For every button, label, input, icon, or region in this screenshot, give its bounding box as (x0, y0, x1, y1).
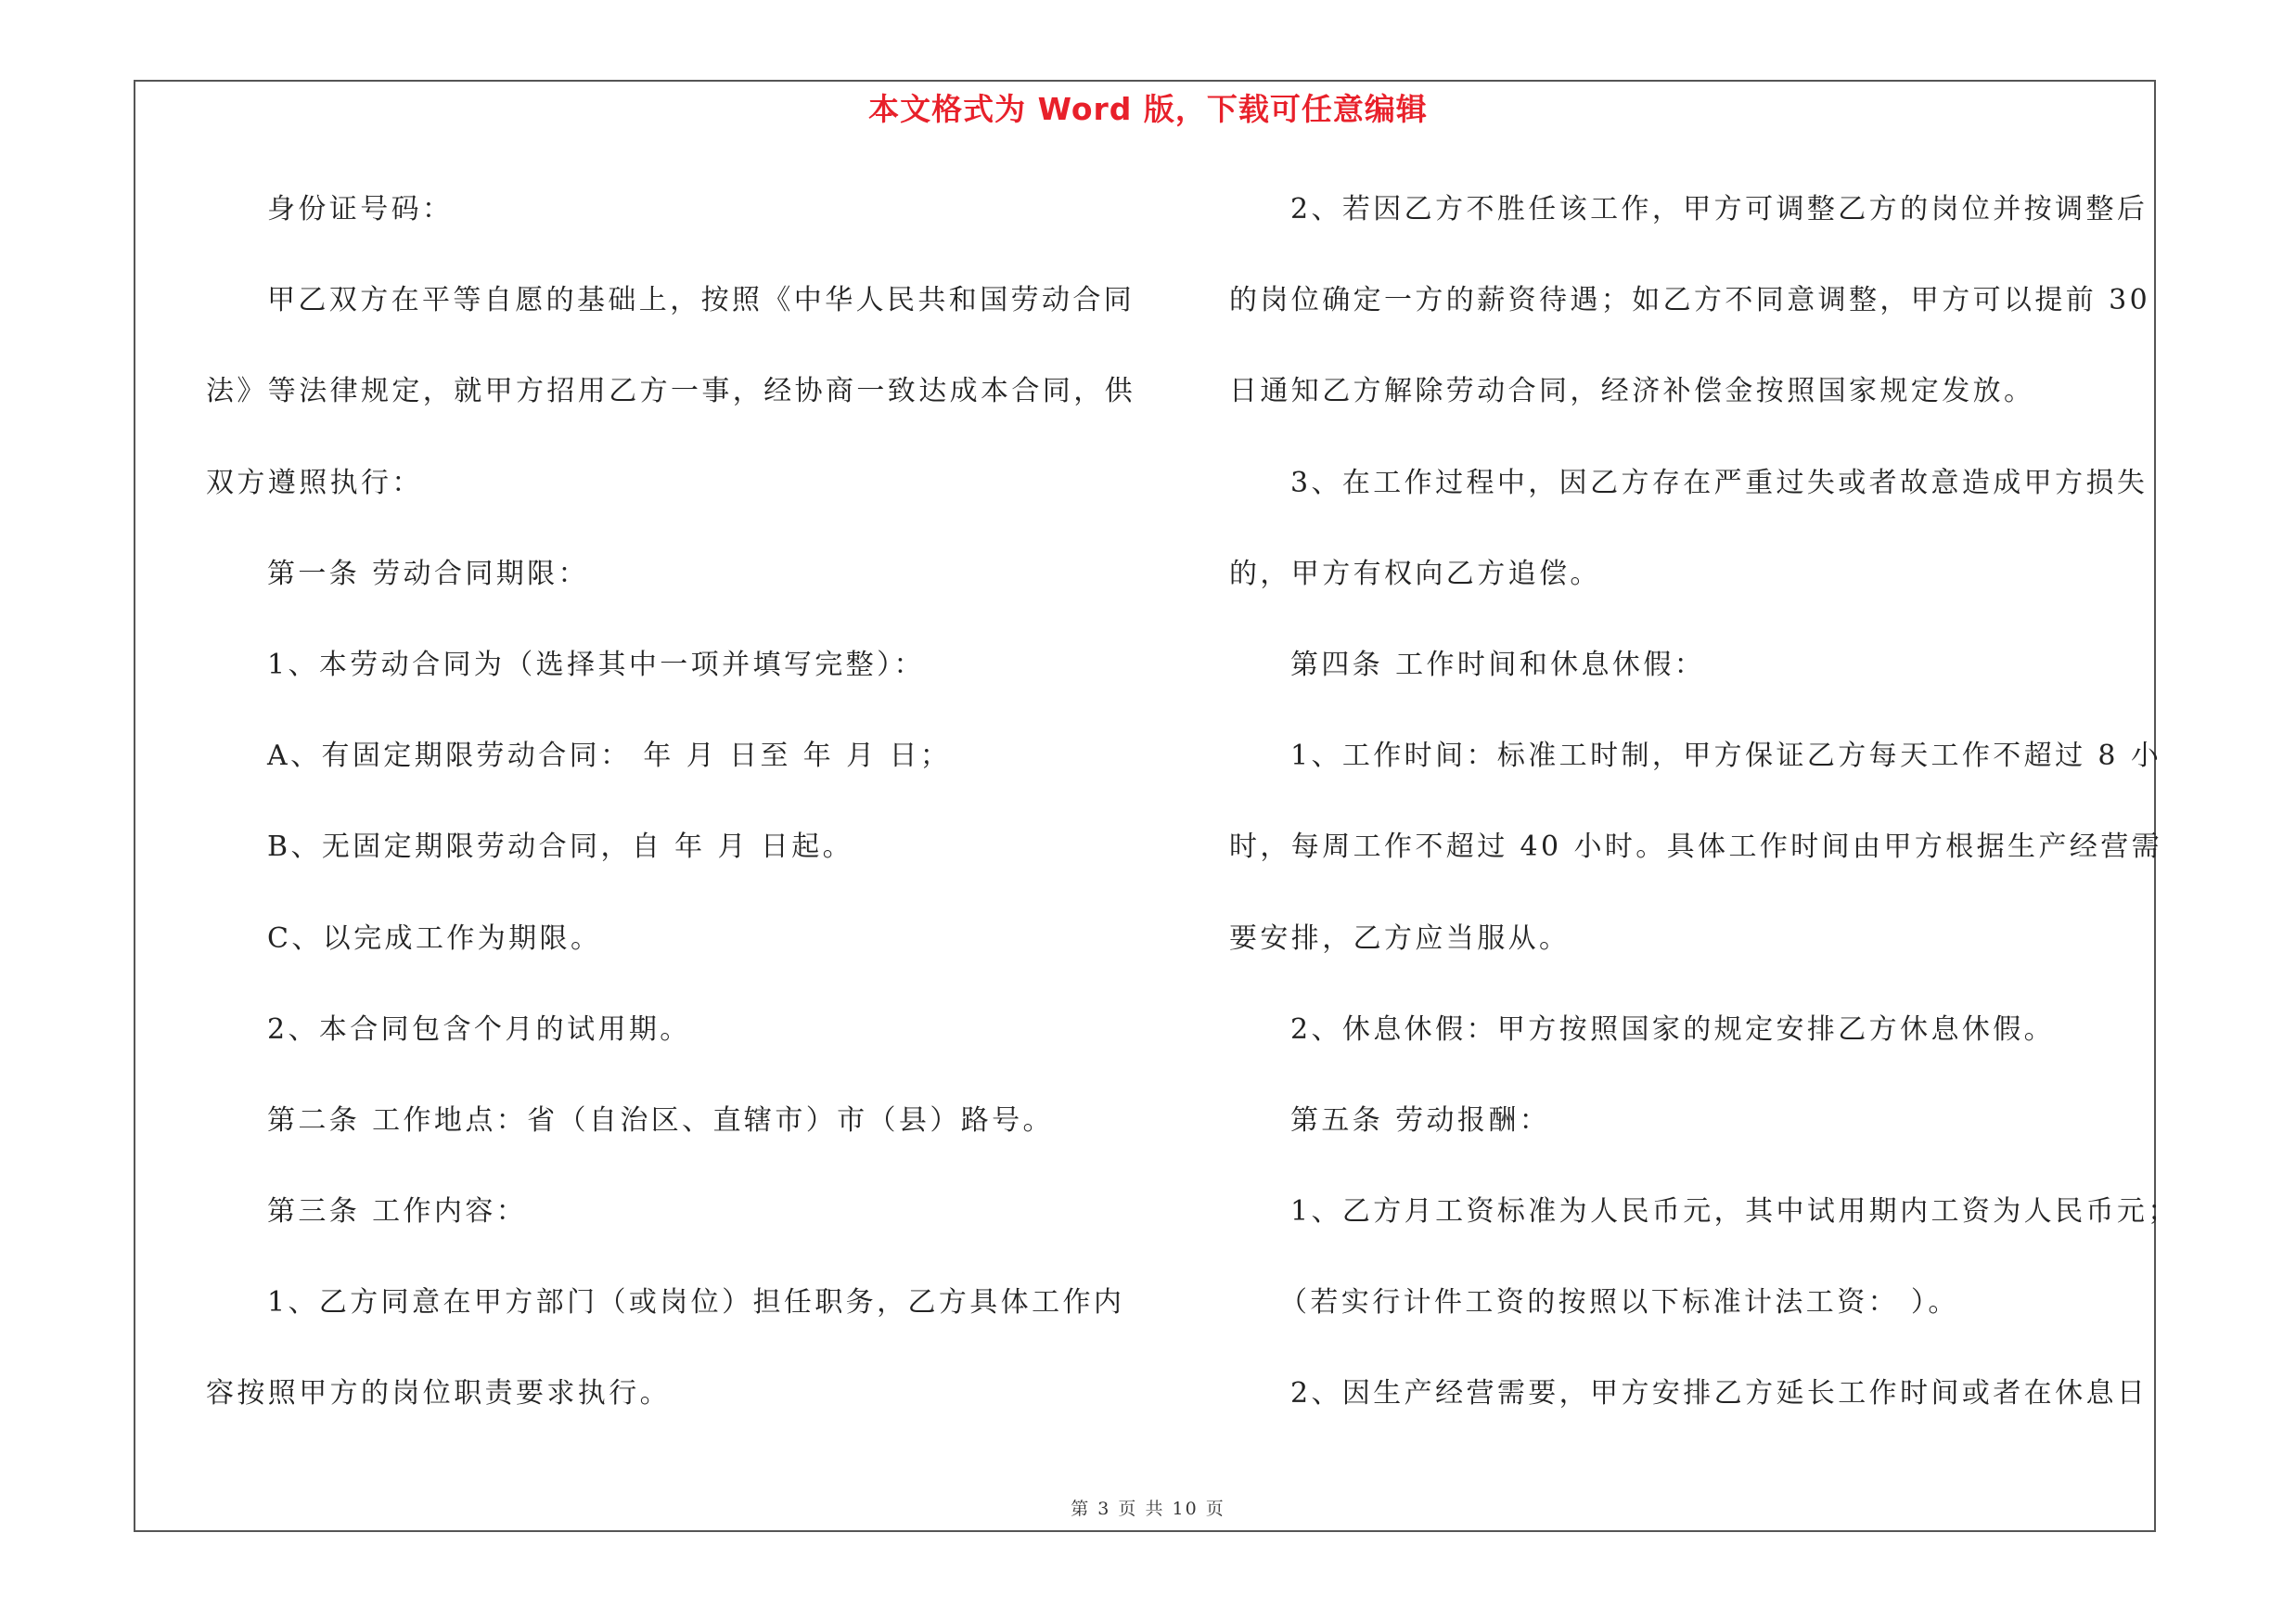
text-line: 甲乙双方在平等自愿的基础上，按照《中华人民共和国劳动合同 (267, 284, 1135, 317)
text-line: 1、乙方同意在甲方部门（或岗位）担任职务，乙方具体工作内 (267, 1286, 1125, 1320)
text-line: A、有固定期限劳动合同： 年 月 日至 年 月 日； (267, 740, 952, 773)
text-line: 1、工作时间：标准工时制，甲方保证乙方每天工作不超过 8 小 (1290, 740, 2162, 773)
text-line: 2、因生产经营需要，甲方安排乙方延长工作时间或者在休息日 (1290, 1377, 2148, 1410)
article-heading: 第三条 工作内容： (267, 1195, 528, 1229)
text-line: 时，每周工作不超过 40 小时。具体工作时间由甲方根据生产经营需 (1229, 831, 2163, 864)
text-line: 1、乙方月工资标准为人民币元，其中试用期内工资为人民币元； (1290, 1195, 2179, 1229)
text-line: （若实行计件工资的按照以下标准计法工资： ）。 (1279, 1286, 1959, 1320)
text-line: 容按照甲方的岗位职责要求执行。 (206, 1377, 671, 1410)
article-heading: 第二条 工作地点：省（自治区、直辖市）市（县）路号。 (267, 1103, 1054, 1137)
article-heading: 第五条 劳动报酬： (1290, 1103, 1551, 1137)
text-line: C、以完成工作为期限。 (267, 921, 602, 955)
word-format-banner: 本文格式为 Word 版，下载可任意编辑 (868, 91, 1428, 127)
page-number-footer: 第 3 页 共 10 页 (1071, 1499, 1225, 1519)
article-heading: 第四条 工作时间和休息休假： (1290, 648, 1706, 681)
text-line: 的，甲方有权向乙方追偿。 (1229, 557, 1601, 590)
right-column (1229, 182, 2179, 1458)
text-line: 2、休息休假：甲方按照国家的规定安排乙方休息休假。 (1290, 1012, 2056, 1046)
left-column (206, 182, 1134, 1458)
text-line: 2、若因乙方不胜任该工作，甲方可调整乙方的岗位并按调整后 (1290, 193, 2148, 225)
text-line: 身份证号码： (267, 193, 454, 225)
article-heading: 第一条 劳动合同期限： (267, 557, 589, 590)
text-line: B、无固定期限劳动合同，自 年 月 日起。 (267, 831, 854, 864)
text-line: 日通知乙方解除劳动合同，经济补偿金按照国家规定发放。 (1229, 375, 2035, 408)
text-line: 双方遵照执行： (206, 466, 423, 499)
text-line: 1、本劳动合同为（选择其中一项并填写完整）： (267, 648, 925, 681)
text-line: 法》等法律规定，就甲方招用乙方一事，经协商一致达成本合同，供 (206, 375, 1135, 408)
text-line: 3、在工作过程中，因乙方存在严重过失或者故意造成甲方损失 (1290, 466, 2148, 499)
text-line: 2、本合同包含个月的试用期。 (267, 1012, 691, 1046)
text-line: 的岗位确定一方的薪资待遇；如乙方不同意调整，甲方可以提前 30 (1229, 284, 2151, 317)
text-line: 要安排，乙方应当服从。 (1229, 921, 1571, 955)
